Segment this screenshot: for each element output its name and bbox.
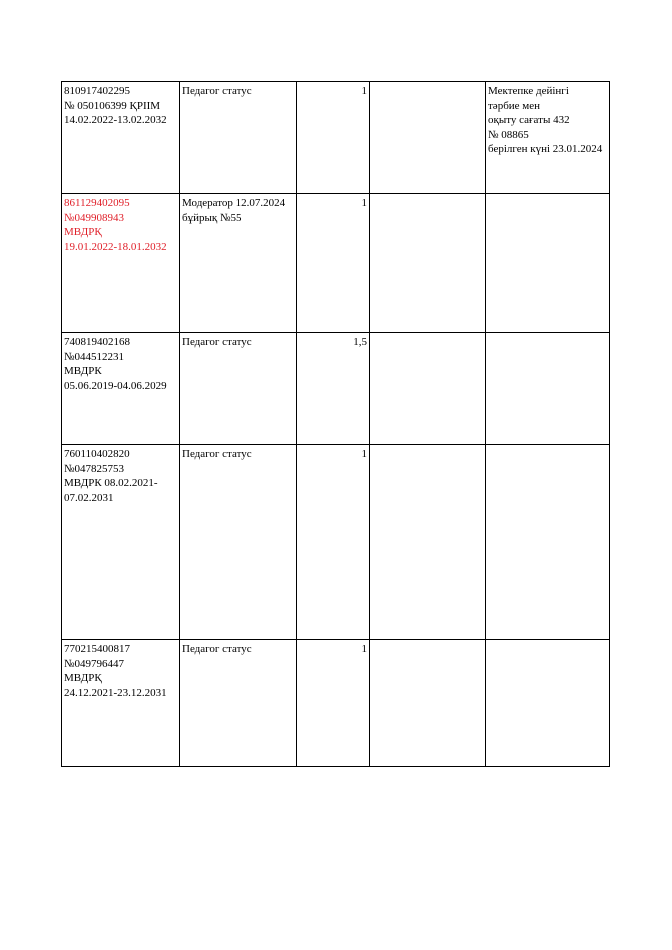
issuer-and-period: МВДРК 08.02.2021- [64, 477, 158, 489]
value-cell [297, 194, 370, 333]
certificate-number: №044512231 [64, 350, 124, 363]
status-text: Педагог статус [182, 85, 252, 97]
certificate-number: № 050106399 ҚРІІМ [64, 99, 161, 112]
status-cell [180, 82, 297, 194]
order-text: бұйрық №55 [182, 211, 242, 224]
id-cell [62, 445, 180, 640]
note-line: № 08865 [488, 128, 529, 141]
extra-cell [370, 194, 486, 333]
iin-text: 760110402820 [64, 448, 130, 460]
note-cell [486, 333, 610, 445]
note-cell [486, 82, 610, 194]
note-line: берілген күні 23.01.2024 [488, 143, 603, 155]
note-cell [486, 194, 610, 333]
table-row [62, 333, 610, 445]
status-cell [180, 445, 297, 640]
table-row [62, 445, 610, 640]
certificate-number: №049796447 [64, 657, 124, 670]
value-cell [297, 333, 370, 445]
value-cell [297, 640, 370, 767]
value-cell [297, 445, 370, 640]
rate-value: 1 [361, 448, 367, 460]
note-line: Мектепке дейінгі [488, 85, 569, 97]
note-line: оқыту сағаты 432 [488, 114, 570, 126]
status-text: Педагог статус [182, 448, 252, 460]
rate-value: 1 [361, 85, 367, 97]
note-cell [486, 640, 610, 767]
certificate-number: №049908943 [64, 211, 124, 224]
issuer-text: МВДРҚ [64, 226, 102, 238]
id-cell [62, 82, 180, 194]
issuer-text: МВДРҚ [64, 672, 102, 684]
value-cell [297, 82, 370, 194]
id-cell [62, 640, 180, 767]
iin-text: 861129402095 [64, 197, 130, 209]
extra-cell [370, 333, 486, 445]
rate-value: 1 [361, 643, 367, 655]
note-cell [486, 445, 610, 640]
certificate-number: №047825753 [64, 462, 124, 475]
iin-text: 810917402295 [64, 85, 130, 97]
status-cell [180, 194, 297, 333]
iin-text: 770215400817 [64, 643, 130, 655]
validity-period: 05.06.2019-04.06.2029 [64, 379, 167, 392]
validity-period: 14.02.2022-13.02.2032 [64, 114, 167, 126]
rate-value: 1 [361, 197, 367, 209]
table-row [62, 194, 610, 333]
extra-cell [370, 640, 486, 767]
status-cell [180, 333, 297, 445]
status-cell [180, 640, 297, 767]
iin-text: 740819402168 [64, 336, 130, 348]
validity-period: 24.12.2021-23.12.2031 [64, 686, 167, 699]
status-text: Модератор 12.07.2024 [182, 197, 286, 209]
issuer-text: МВДРК [64, 365, 102, 377]
table-row [62, 640, 610, 767]
id-cell-highlighted [62, 194, 180, 333]
extra-cell [370, 82, 486, 194]
validity-end: 07.02.2031 [64, 491, 114, 504]
validity-period: 19.01.2022-18.01.2032 [64, 240, 167, 253]
status-text: Педагог статус [182, 643, 252, 655]
note-line: тәрбие мен [488, 99, 541, 112]
status-text: Педагог статус [182, 336, 252, 348]
rate-value: 1,5 [353, 336, 367, 348]
id-cell [62, 333, 180, 445]
table-row [62, 82, 610, 194]
extra-cell [370, 445, 486, 640]
teacher-table [61, 81, 610, 767]
